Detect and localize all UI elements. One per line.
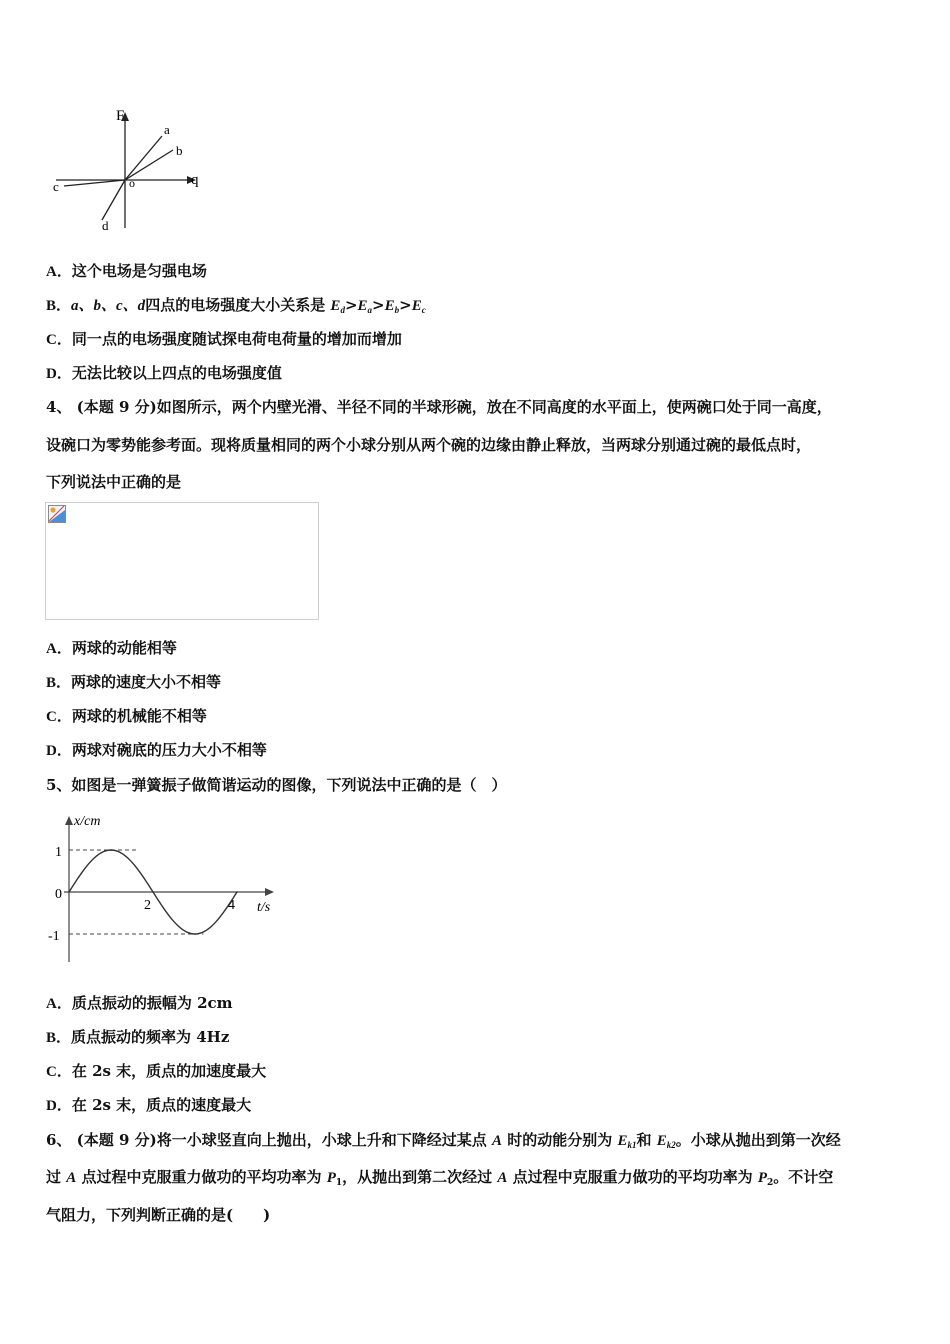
- subscript: 1: [335, 1178, 343, 1188]
- subscript: 2: [767, 1178, 774, 1188]
- point-A: A: [491, 1133, 502, 1149]
- label-F: F: [116, 108, 125, 124]
- option-letter: B．: [46, 1030, 72, 1046]
- stem-text: 。不计空: [773, 1168, 834, 1186]
- symbol-P: P: [757, 1170, 768, 1186]
- stem-text: 点过程中克服重力做功的平均功率为: [76, 1168, 327, 1186]
- option-text: 两球的机械能不相等: [71, 707, 207, 725]
- q3-option-d: [46, 363, 282, 384]
- stem-text: 6、 (本题 9 分)将一小球竖直向上抛出，小球上升和下降经过某点: [46, 1131, 492, 1149]
- x-axis-arrow: [65, 816, 73, 825]
- gt-sign: >: [344, 296, 358, 314]
- q5-option-b: [46, 1027, 229, 1048]
- q6-stem-line-1: [46, 1130, 841, 1155]
- q5-option-c: [46, 1061, 266, 1082]
- label-b: b: [176, 143, 183, 158]
- shm-graph-figure: [44, 808, 284, 968]
- data-point: [110, 849, 112, 851]
- stem-text: 过: [46, 1168, 67, 1186]
- q3-option-c: [46, 329, 402, 350]
- q4-option-a: [46, 638, 177, 659]
- line-d: [102, 180, 125, 220]
- option-letter: D．: [46, 743, 72, 759]
- option-text: 两球对碗底的压力大小不相等: [71, 741, 267, 759]
- stem-text: 时的动能分别为: [501, 1131, 618, 1149]
- stem-text: 和: [636, 1131, 657, 1149]
- option-text: 四点的电场强度大小关系是: [145, 296, 331, 314]
- option-text: 在 2s 末，质点的加速度最大: [71, 1062, 267, 1080]
- option-text: 质点振动的频率为 4Hz: [71, 1028, 230, 1046]
- option-letter: A．: [46, 264, 72, 280]
- option-letter: A．: [46, 641, 72, 657]
- option-text: 在 2s 末，质点的速度最大: [71, 1096, 252, 1114]
- symbol-P: P: [326, 1170, 336, 1186]
- stem-text: 点过程中克服重力做功的平均功率为: [507, 1168, 758, 1186]
- line-c: [64, 180, 125, 186]
- t-axis-arrow: [265, 888, 274, 896]
- x-tick-2: 2: [144, 898, 151, 913]
- symbol-E: E: [330, 298, 341, 314]
- data-point: [194, 933, 196, 935]
- option-letter: C．: [46, 332, 72, 348]
- q3-option-b: [46, 295, 426, 320]
- q3-option-a: [46, 261, 207, 282]
- y-tick-0: 0: [55, 887, 62, 902]
- label-d: d: [102, 218, 109, 233]
- option-letter: B．: [46, 298, 72, 314]
- stem-text: ，从抛出到第二次经过: [342, 1168, 498, 1186]
- broken-image-icon: [48, 505, 66, 523]
- option-text: 这个电场是匀强电场: [71, 262, 207, 280]
- point-A: A: [497, 1170, 508, 1186]
- y-tick-neg1: -1: [48, 929, 60, 944]
- subscript: k1: [627, 1140, 637, 1150]
- label-c: c: [53, 179, 59, 194]
- fq-graph-figure: [50, 104, 210, 234]
- gt-sign: >: [372, 296, 385, 314]
- option-letter: A．: [46, 996, 72, 1012]
- q4-stem-line-3: 下列说法中正确的是: [46, 473, 182, 491]
- option-letter: D．: [46, 1098, 72, 1114]
- subscript: c: [421, 305, 426, 315]
- option-text: 质点振动的振幅为 2cm: [71, 994, 233, 1012]
- label-a: a: [164, 122, 170, 137]
- q4-option-d: [46, 740, 267, 761]
- option-text: 两球的速度大小不相等: [71, 673, 222, 691]
- data-point: [68, 891, 70, 893]
- option-letter: C．: [46, 709, 72, 725]
- q5-option-d: [46, 1095, 251, 1116]
- broken-image-placeholder: [45, 502, 319, 620]
- y-axis-label: x/cm: [74, 814, 101, 829]
- symbol-E: E: [357, 298, 368, 314]
- point-names: a、b、c、d: [71, 298, 146, 314]
- gt-sign: >: [399, 296, 412, 314]
- q4-stem-line-1: 4、 (本题 9 分)如图所示，两个内壁光滑、半径不同的半球形碗，放在不同高度的水平面上，使两碗口处于同一高度，: [46, 398, 832, 416]
- subscript: d: [340, 305, 345, 315]
- q4-stem-line-2: 设碗口为零势能参考面。现将质量相同的两个小球分别从两个碗的边缘由静止释放，当两球分别通过碗的最低点时，: [46, 436, 812, 454]
- symbol-Ek: E: [656, 1133, 667, 1149]
- symbol-E: E: [384, 298, 395, 314]
- label-q: q: [191, 172, 199, 188]
- option-text: 同一点的电场强度随试探电荷电荷量的增加而增加: [71, 330, 402, 348]
- stem-text: 。小球从抛出到第一次经: [675, 1131, 841, 1149]
- q4-option-c: [46, 706, 207, 727]
- x-axis-label: t/s: [257, 900, 271, 915]
- q4-option-b: [46, 672, 221, 693]
- x-tick-4: 4: [228, 898, 235, 913]
- option-text: 无法比较以上四点的电场强度值: [71, 364, 282, 382]
- q5-stem: 5、如图是一弹簧振子做简谐运动的图像，下列说法中正确的是（ ）: [46, 776, 507, 794]
- option-letter: D．: [46, 366, 72, 382]
- option-letter: C．: [46, 1064, 72, 1080]
- point-A: A: [66, 1170, 77, 1186]
- data-point: [152, 891, 154, 893]
- line-a: [125, 136, 162, 180]
- subscript: k2: [666, 1140, 676, 1150]
- subscript: b: [394, 305, 400, 315]
- symbol-E: E: [411, 298, 422, 314]
- q5-option-a: [46, 993, 233, 1014]
- data-point: [236, 891, 238, 893]
- option-letter: B．: [46, 675, 72, 691]
- option-text: 两球的动能相等: [71, 639, 177, 657]
- q6-stem-line-2: [46, 1167, 833, 1193]
- symbol-Ek: E: [617, 1133, 628, 1149]
- q6-stem-line-3: 气阻力，下列判断正确的是( ): [46, 1206, 271, 1224]
- subscript: a: [367, 305, 373, 315]
- label-origin: o: [129, 176, 135, 190]
- y-tick-1: 1: [55, 845, 62, 860]
